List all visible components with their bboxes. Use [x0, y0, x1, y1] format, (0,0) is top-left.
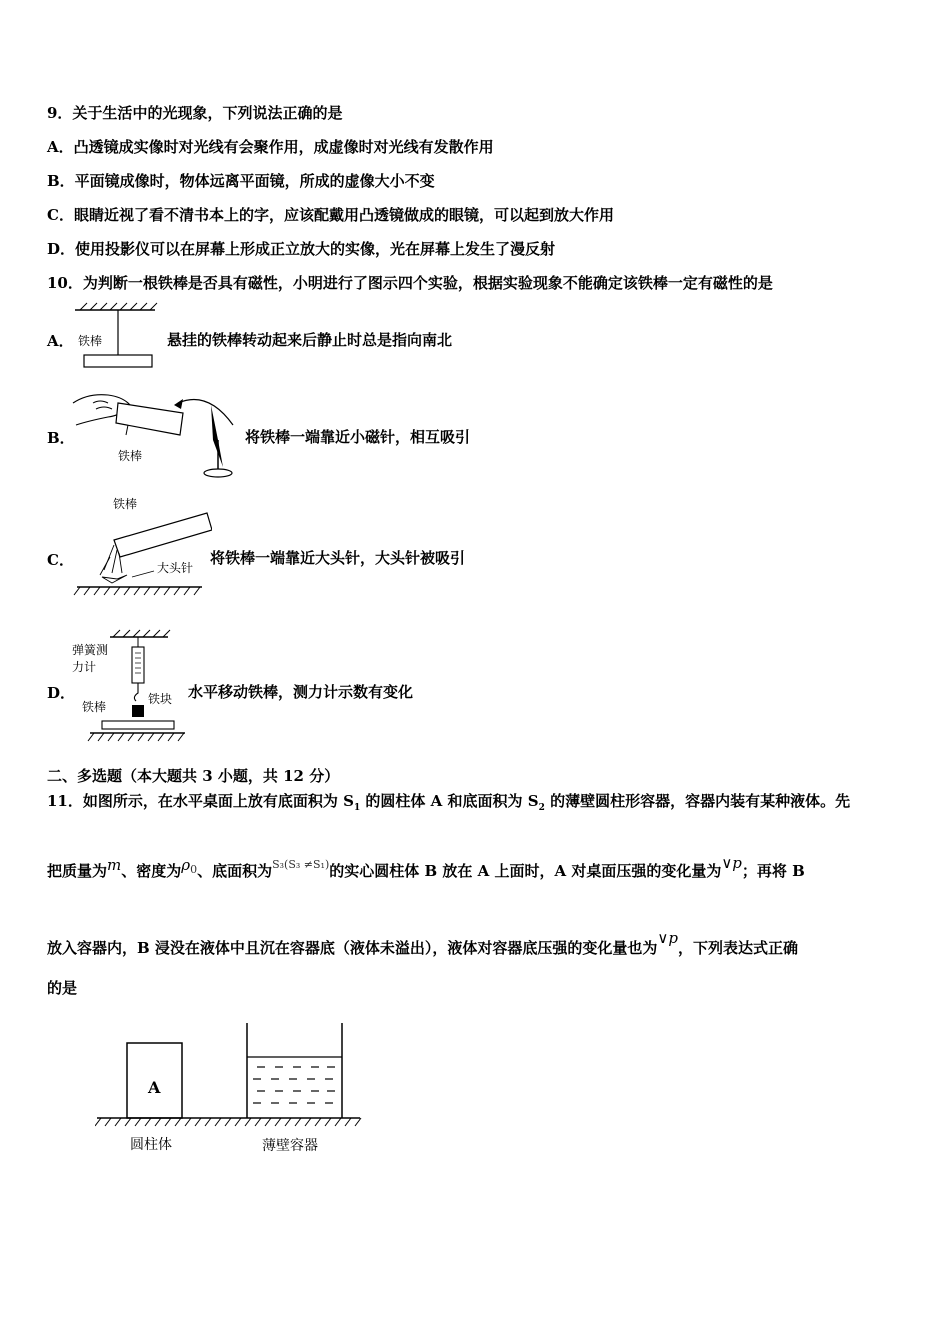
q10-option-a-label: A． [47, 332, 74, 350]
q10-option-d-text: 水平移动铁棒，测力计示数有变化 [188, 683, 414, 701]
q11-line-2: 把质量为m、密度为$\rho_0$、底面积为$^{S_3(S_3 \ne S_1)}$的实心圆柱体 B 放在 A 上面时，A 对桌面压强的变化量为∨p；再将 B [47, 854, 805, 880]
fig-c-label: 铁棒 [113, 497, 138, 511]
fig-d-spring-label-1: 弹簧测 [72, 643, 109, 657]
q11-line-3: 放入容器内，B 浸没在液体中且沉在容器底（液体未溢出），液体对容器底压强的变化量也为∨p，下列表达式正确 [47, 929, 799, 957]
q10-option-a-text: 悬挂的铁棒转动起来后静止时总是指向南北 [167, 331, 453, 349]
q10-stem: 10．为判断一根铁棒是否具有磁性，小明进行了图示四个实验，根据实验现象不能确定该铁棒一定有磁性的是 [47, 274, 773, 292]
cylinder-caption: 圆柱体 [130, 1137, 172, 1153]
q10-option-c-text: 将铁棒一端靠近大头针，大头针被吸引 [210, 549, 466, 567]
q9-option-b: B．平面镜成像时，物体远离平面镜，所成的虚像大小不变 [47, 172, 435, 190]
q9-option-c: C．眼睛近视了看不清书本上的字，应该配戴用凸透镜做成的眼镜，可以起到放大作用 [47, 206, 614, 224]
fig-a-label: 铁棒 [78, 334, 103, 348]
bar-pins-figure [72, 505, 212, 600]
hand-magnet-needle-figure [68, 385, 243, 480]
fig-c-pin-label: 大头针 [157, 561, 194, 575]
fig-d-spring-label-2: 力计 [72, 660, 97, 674]
fig-b-label: 铁棒 [118, 449, 143, 463]
q10-option-b-label: B． [47, 429, 75, 447]
q10-option-d-label: D． [47, 684, 76, 702]
section-2-title: 二、多选题（本大题共 3 小题，共 12 分） [47, 767, 340, 785]
fig-d-block-label: 铁块 [148, 692, 173, 706]
q11-line-1: 11．如图所示，在水平桌面上放有底面积为 $S_1$ 的圆柱体 A 和底面积为 $S_2$ 的薄壁圆柱形容器，容器内装有某种液体。先 [47, 792, 851, 813]
q10-option-b-text: 将铁棒一端靠近小磁针，相互吸引 [245, 428, 471, 446]
q9-option-a: A．凸透镜成实像时对光线有会聚作用，成虚像时对光线有发散作用 [47, 138, 494, 156]
cylinder-container-figure [95, 1015, 365, 1155]
cylinder-a-label: A [148, 1078, 161, 1097]
q9-stem: 9．关于生活中的光现象，下列说法正确的是 [47, 104, 343, 122]
q10-option-c-label: C． [47, 551, 74, 569]
q11-line-4: 的是 [47, 979, 78, 997]
container-caption: 薄壁容器 [262, 1138, 318, 1154]
fig-d-bar-label: 铁棒 [82, 700, 107, 714]
q9-option-d: D．使用投影仪可以在屏幕上形成正立放大的实像，光在屏幕上发生了漫反射 [47, 240, 556, 258]
